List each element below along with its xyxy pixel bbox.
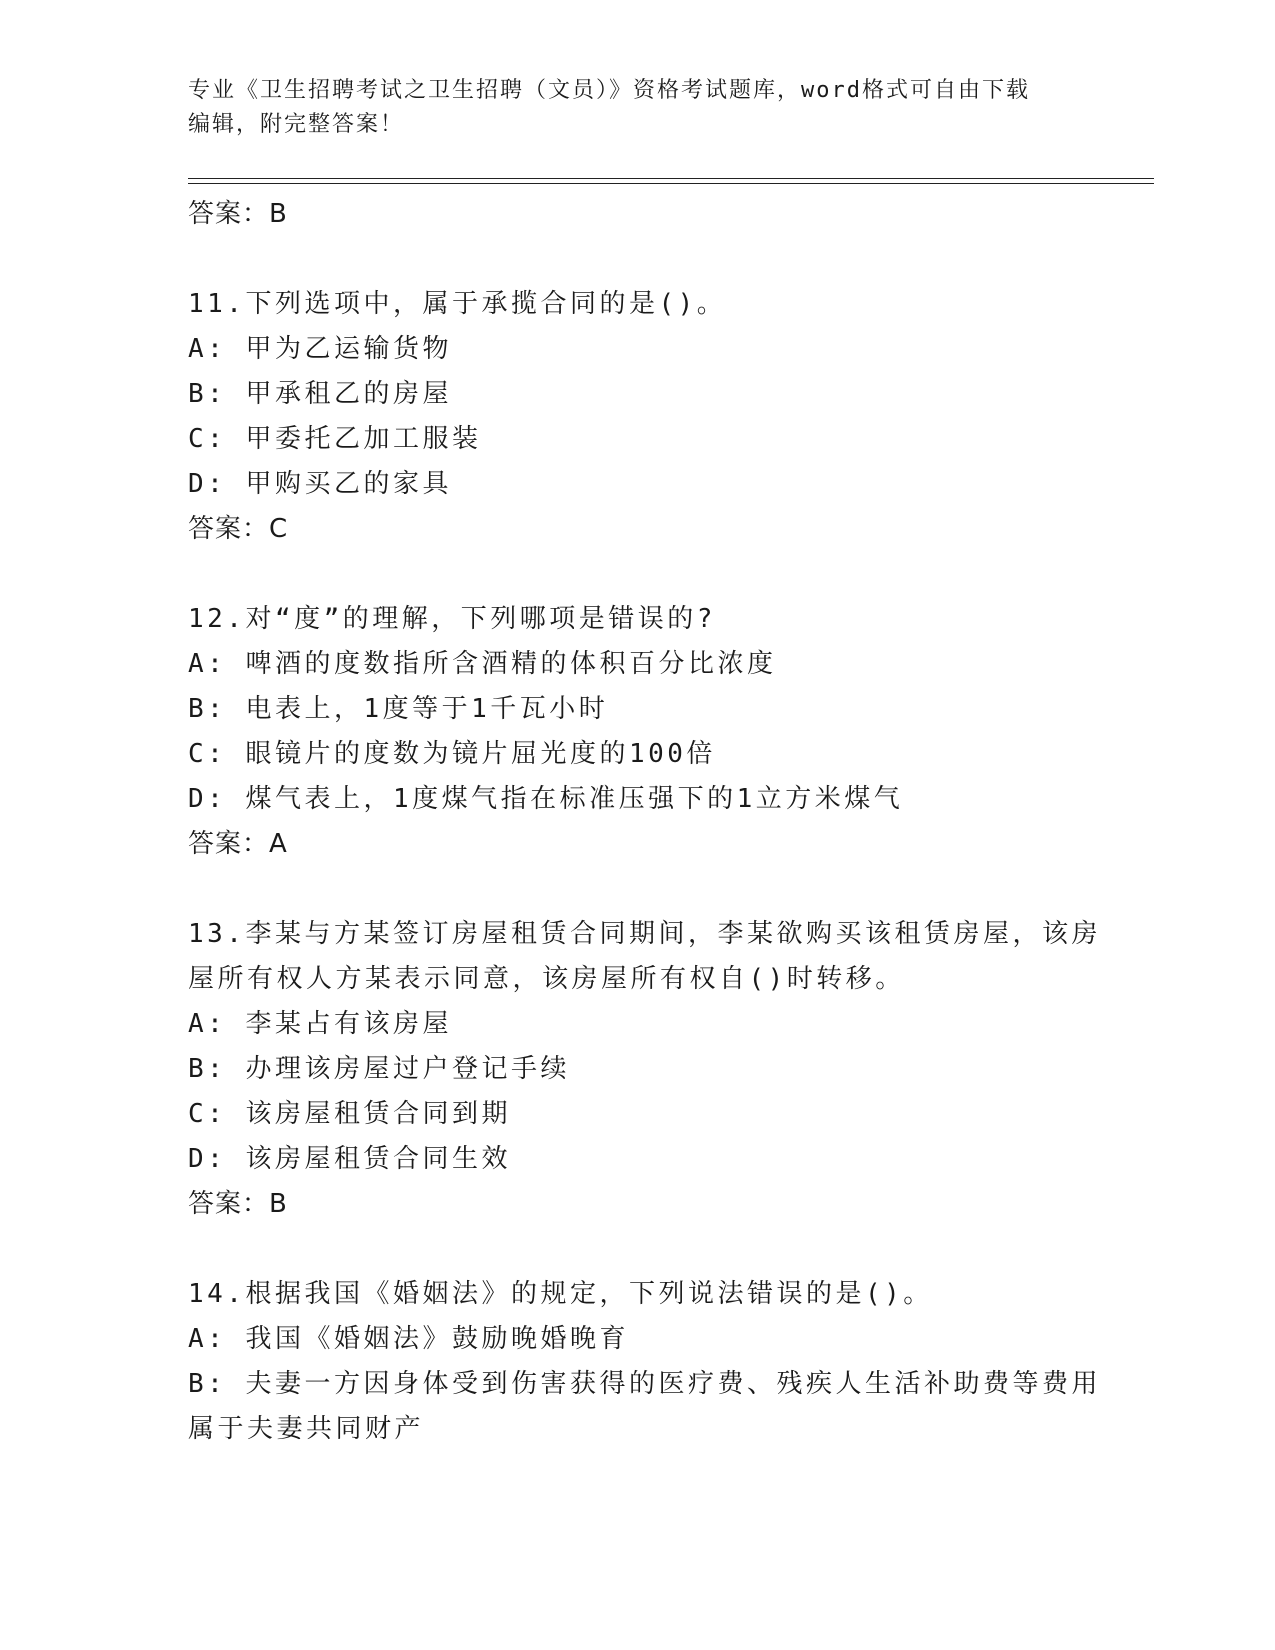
spacer: [188, 237, 1088, 282]
option-a: A: 甲为乙运输货物: [188, 334, 452, 364]
answer: 答案：C: [188, 514, 289, 544]
option-b: B: 办理该房屋过户登记手续: [188, 1054, 570, 1084]
option-c: C: 该房屋租赁合同到期: [188, 1099, 511, 1129]
spacer: [188, 867, 1088, 912]
answer: 答案：A: [188, 829, 288, 859]
spacer: [188, 1227, 1088, 1272]
question-stem: 13.李某与方某签订房屋租赁合同期间，李某欲购买该租赁房屋，该房: [188, 919, 1101, 949]
header-divider-bottom: [188, 183, 1154, 184]
answer: 答案：B: [188, 1189, 288, 1219]
option-b: B: 电表上，1度等于1千瓦小时: [188, 694, 609, 724]
option-b: B: 甲承租乙的房屋: [188, 379, 452, 409]
header-line-1: 专业《卫生招聘考试之卫生招聘（文员）》资格考试题库，word格式可自由下载: [188, 78, 1030, 103]
question-block: [188, 1272, 1101, 1452]
option-b: B: 夫妻一方因身体受到伤害获得的医疗费、残疾人生活补助费等费用: [188, 1369, 1101, 1399]
question-block: [188, 912, 1101, 1227]
question-stem: 11.下列选项中，属于承揽合同的是()。: [188, 289, 727, 319]
spacer: [188, 552, 1088, 597]
question-list: [188, 192, 1101, 1452]
option-d: D: 煤气表上，1度煤气指在标准压强下的1立方米煤气: [188, 784, 904, 814]
option-a: A: 啤酒的度数指所含酒精的体积百分比浓度: [188, 649, 777, 679]
option-a: A: 李某占有该房屋: [188, 1009, 452, 1039]
option-a: A: 我国《婚姻法》鼓励晚婚晚育: [188, 1324, 629, 1354]
question-block: [188, 282, 1088, 552]
header-line-2: 编辑，附完整答案！: [188, 112, 405, 137]
option-d: D: 甲购买乙的家具: [188, 469, 452, 499]
option-b-continued: 属于夫妻共同财产: [188, 1414, 425, 1444]
question-stem: 14.根据我国《婚姻法》的规定，下列说法错误的是()。: [188, 1279, 933, 1309]
option-c: C: 眼镜片的度数为镜片屈光度的100倍: [188, 739, 716, 769]
question-stem-continued: 屋所有权人方某表示同意，该房屋所有权自()时转移。: [188, 964, 905, 994]
previous-answer: 答案：B: [188, 199, 288, 229]
question-stem: 12.对“度”的理解，下列哪项是错误的?: [188, 604, 716, 634]
page-header: [188, 74, 1088, 142]
option-d: D: 该房屋租赁合同生效: [188, 1144, 511, 1174]
option-c: C: 甲委托乙加工服装: [188, 424, 482, 454]
header-divider-top: [188, 178, 1154, 179]
question-block: [188, 597, 1088, 867]
